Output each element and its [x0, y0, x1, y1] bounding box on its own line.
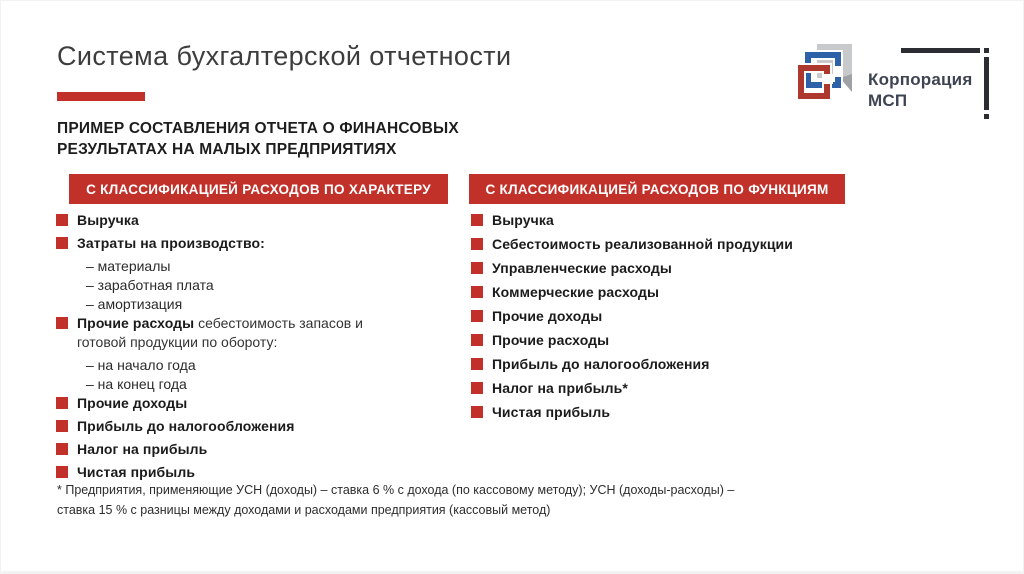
bullet-square-icon: [471, 310, 483, 322]
list-item-label: Управленческие расходы: [492, 260, 672, 276]
slide-subtitle: [57, 118, 459, 160]
bullet-square-icon: [471, 334, 483, 346]
list-item: [469, 379, 845, 398]
page-title: Система бухгалтерской отчетности: [57, 41, 512, 71]
list-item: [469, 355, 845, 374]
bullet-square-icon: [56, 397, 68, 409]
list-item-label: Чистая прибыль: [77, 464, 196, 480]
list-item-label: Прочие доходы: [77, 395, 188, 411]
list-item-label: Прочие расходы: [492, 332, 610, 348]
list-item-label: Прибыль до налогообложения: [492, 356, 710, 372]
list-subitem: [56, 375, 451, 394]
bullet-square-icon: [471, 406, 483, 418]
bullet-square-icon: [56, 214, 68, 226]
list-subitem-label: – на конец года: [86, 376, 187, 392]
list-item: [56, 211, 451, 230]
list-item-label: Выручка: [77, 212, 139, 228]
list-item-label: Прочие расходы себестоимость запасов и готовой продукции по обороту:: [77, 315, 363, 350]
list-item: [469, 403, 845, 422]
corner-frame-top-dot: [984, 48, 989, 53]
column-header-band: [469, 174, 845, 204]
list-subitem-label: – на начало года: [86, 357, 196, 373]
column-expenses-by-function: [469, 174, 845, 427]
brand-name: [868, 69, 972, 111]
title-accent-bar: [57, 92, 145, 101]
bullet-square-icon: [56, 466, 68, 478]
list-subitem: [56, 295, 451, 314]
bullet-square-icon: [56, 237, 68, 249]
list-item: [469, 283, 845, 302]
list-item: [469, 331, 845, 350]
list-item: [56, 314, 451, 352]
list-subitem: [56, 257, 451, 276]
bullet-square-icon: [471, 214, 483, 226]
bullet-square-icon: [56, 317, 68, 329]
list-item: [469, 211, 845, 230]
list-item: [56, 417, 451, 436]
list-subitem-label: – амортизация: [86, 296, 183, 312]
list-item-label: Выручка: [492, 212, 554, 228]
msp-logo-icon: [796, 43, 858, 111]
bullet-square-icon: [471, 238, 483, 250]
corner-frame-bottom-dot: [984, 114, 989, 119]
bullet-square-icon: [471, 382, 483, 394]
list-item-label: Налог на прибыль: [77, 441, 208, 457]
list-subitem: [56, 356, 451, 375]
brand-name-line-2: МСП: [868, 91, 908, 110]
bullet-square-icon: [471, 262, 483, 274]
column-items: [56, 211, 451, 482]
list-item: [469, 259, 845, 278]
corner-frame-vertical-line: [984, 57, 989, 110]
corner-frame-horizontal-line: [901, 48, 980, 53]
bullet-square-icon: [471, 286, 483, 298]
bullet-square-icon: [471, 358, 483, 370]
column-items: [469, 211, 845, 422]
footnote: * Предприятия, применяющие УСН (доходы) – ставка 6 % с дохода (по кассовому методу); УСН (доходы-расходы) – ставка 15 % с разницы между доходами и расходами предприятия (кассовый метод): [57, 483, 735, 517]
list-item-label: Прочие доходы: [492, 308, 603, 324]
bullet-square-icon: [56, 420, 68, 432]
brand-name-line-1: Корпорация: [868, 70, 973, 89]
bullet-square-icon: [56, 443, 68, 455]
subtitle-line-1: ПРИМЕР СОСТАВЛЕНИЯ ОТЧЕТА О ФИНАНСОВЫХ: [57, 120, 459, 137]
list-subitem-label: – заработная плата: [86, 277, 214, 293]
list-item-label: Себестоимость реализованной продукции: [492, 236, 793, 252]
list-item-label: Налог на прибыль*: [492, 380, 628, 396]
list-item-label: Чистая прибыль: [492, 404, 611, 420]
list-item: [469, 235, 845, 254]
column-header-label: С КЛАССИФИКАЦИЕЙ РАСХОДОВ ПО ФУНКЦИЯМ: [485, 181, 829, 197]
list-item: [469, 307, 845, 326]
list-item: [56, 234, 451, 253]
list-item: [56, 394, 451, 413]
column-header-band: [69, 174, 448, 204]
list-item: [56, 440, 451, 459]
column-header-label: С КЛАССИФИКАЦИЕЙ РАСХОДОВ ПО ХАРАКТЕРУ: [86, 181, 431, 197]
brand-logo: [796, 43, 972, 111]
list-item-label: Затраты на производство:: [77, 235, 265, 251]
list-item-label: Прибыль до налогообложения: [77, 418, 295, 434]
subtitle-line-2: РЕЗУЛЬТАТАХ НА МАЛЫХ ПРЕДПРИЯТИЯХ: [57, 141, 397, 158]
list-subitem: [56, 276, 451, 295]
list-item-label: Коммерческие расходы: [492, 284, 660, 300]
list-subitem-label: – материалы: [86, 258, 171, 274]
column-expenses-by-nature: [56, 174, 451, 486]
